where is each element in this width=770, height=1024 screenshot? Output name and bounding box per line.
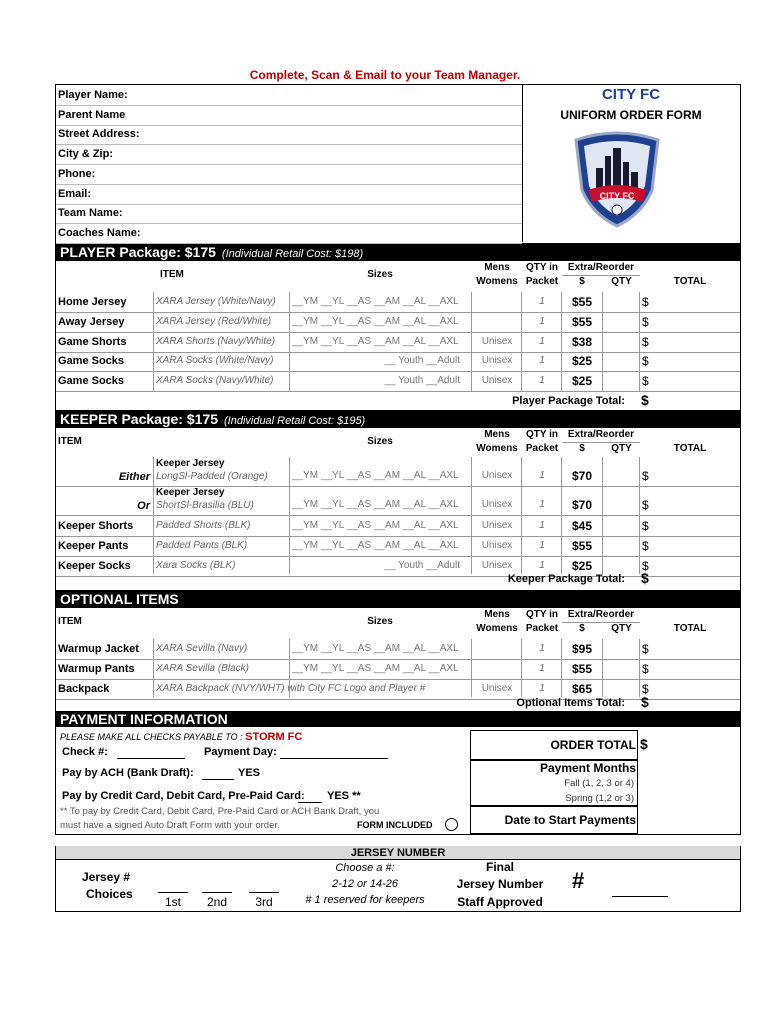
optional-item-mens-womens: Unisex [481, 683, 513, 694]
optional-item-header: ITEM [58, 616, 82, 627]
optional-item-extra-qty-input[interactable] [603, 659, 640, 679]
player-item-qty-in-packet: 1 [539, 375, 545, 387]
column-divider [521, 639, 522, 697]
optional-item-total[interactable]: $ [642, 662, 649, 676]
ach-input[interactable] [202, 779, 234, 780]
choose-line-1: Choose a #: [335, 862, 395, 874]
player-item-qty-in-packet: 1 [539, 315, 545, 327]
keeper-sizes-header: Sizes [367, 436, 393, 447]
keeper-item-extra-qty-input[interactable] [603, 466, 640, 486]
optional-item-price: $65 [571, 682, 593, 696]
credit-card-label: Pay by Credit Card, Debit Card, Pre-Paid Card: [62, 790, 305, 802]
optional-mens-header: Mens [484, 609, 510, 620]
keeper-item-sizes[interactable]: __YM __YL __AS __AM __AL __AXL [292, 540, 459, 551]
row-divider [56, 391, 740, 392]
optional-package-total-label: Optional Items Total: [516, 697, 625, 709]
player-item-name: Game Socks [58, 355, 125, 368]
keeper-item-description: Padded Pants (BLK) [156, 540, 248, 551]
info-field-label: Street Address: [58, 128, 140, 141]
form-included-label: FORM INCLUDED [357, 820, 433, 830]
player-item-price: $38 [571, 334, 593, 349]
column-divider [602, 457, 603, 574]
player-qty-header: QTY [611, 276, 632, 287]
player-item-name: Game Socks [58, 375, 125, 388]
optional-item-name: Warmup Pants [58, 663, 135, 675]
keeper-item-name: Keeper Socks [58, 560, 131, 572]
player-item-sizes[interactable]: __YM __YL __AS __AM __AL __AXL [292, 296, 459, 307]
choices-label: Choices [86, 887, 133, 901]
player-item-name: Home Jersey [58, 296, 127, 308]
optional-item-description: XARA Sevilla (Black) [156, 663, 249, 674]
order-total-value: $ [640, 736, 648, 752]
order-total-label: ORDER TOTAL [550, 738, 636, 752]
optional-sizes-header: Sizes [367, 616, 393, 627]
keeper-item-qty-in-packet: 1 [539, 540, 545, 551]
optional-item-qty-in-packet: 1 [539, 663, 545, 674]
keeper-item-qty-in-packet: 1 [539, 499, 545, 510]
optional-item-name: Warmup Jacket [58, 643, 139, 655]
player-item-qty-in-packet: 1 [539, 335, 545, 347]
player-item-qty-in-packet: 1 [539, 355, 545, 367]
keeper-item-qty-in-packet: 1 [539, 520, 545, 531]
choose-line-2: 2-12 or 14-26 [331, 878, 399, 890]
keeper-item-extra-qty-input[interactable] [603, 495, 640, 515]
optional-items-bar: OPTIONAL ITEMS [56, 590, 740, 608]
keeper-item-qty-in-packet: 1 [539, 470, 545, 481]
payment-info-bar: PAYMENT INFORMATION [56, 711, 740, 727]
keeper-item-name: Keeper Pants [58, 540, 129, 552]
payment-months-label: Payment Months [539, 761, 636, 775]
player-package-total-label: Player Package Total: [512, 395, 625, 407]
info-field-input[interactable] [56, 105, 522, 106]
keeper-item-mens-womens: Unisex [481, 499, 513, 510]
player-qtyin-header: QTY in [525, 262, 559, 273]
keeper-packet-header: Packet [525, 443, 559, 454]
keeper-item-total[interactable]: $ [642, 498, 649, 512]
player-item-total[interactable]: $ [642, 314, 649, 329]
keeper-jersey-label: Keeper Jersey [156, 487, 225, 498]
divider [562, 275, 640, 276]
player-womens-header: Womens [476, 276, 518, 287]
optional-item-sizes[interactable]: __YM __YL __AS __AM __AL __AXL [292, 643, 459, 654]
jersey-choice-label: 2nd [206, 895, 228, 909]
optional-package-total-value[interactable]: $ [641, 694, 649, 710]
divider [562, 622, 640, 623]
player-item-description: XARA Jersey (Red/White) [156, 315, 272, 327]
keeper-item-total[interactable]: $ [642, 519, 649, 533]
start-payments-label: Date to Start Payments [504, 813, 636, 827]
credit-card-input[interactable] [298, 802, 322, 803]
optional-item-sizes[interactable]: __YM __YL __AS __AM __AL __AXL [292, 663, 459, 674]
column-divider [471, 457, 472, 574]
payment-day-label: Payment Day: [204, 746, 277, 758]
column-divider [471, 639, 472, 697]
row-divider [56, 699, 740, 700]
player-item-mens-womens: Unisex [481, 335, 513, 347]
jersey-number-title: JERSEY NUMBER [350, 847, 446, 859]
jersey-label: Jersey # [82, 870, 131, 884]
keeper-jersey-label: Keeper Jersey [156, 458, 225, 469]
info-field-label: Phone: [58, 167, 96, 180]
player-item-extra-qty-input[interactable] [603, 292, 640, 312]
check-number-input[interactable] [117, 758, 185, 759]
keeper-item-header: ITEM [58, 436, 82, 447]
keeper-item-qty-in-packet: 1 [539, 560, 545, 571]
player-item-sizes[interactable]: __YM __YL __AS __AM __AL __AXL [292, 315, 459, 327]
info-field-input[interactable] [56, 144, 522, 145]
player-item-sizes[interactable]: __ Youth __Adult [384, 355, 460, 367]
keeper-item-description: Xara Socks (BLK) [156, 560, 236, 571]
optional-item-price: $55 [571, 662, 593, 676]
column-divider [639, 457, 640, 574]
player-item-header: ITEM [160, 269, 184, 280]
months-fall: Fall (1, 2, 3 or 4) [564, 778, 634, 789]
optional-total-header: TOTAL [673, 623, 707, 634]
row-divider [56, 576, 740, 577]
check-number-label: Check #: [62, 746, 108, 758]
optional-item-total[interactable]: $ [642, 682, 649, 696]
keeper-item-extra-qty-input[interactable] [603, 516, 640, 536]
player-item-total[interactable]: $ [642, 354, 649, 369]
keeper-item-mens-womens: Unisex [481, 540, 513, 551]
player-item-price: $25 [571, 354, 593, 369]
info-field-label: City & Zip: [58, 148, 113, 161]
optional-item-extra-qty-input[interactable] [603, 679, 640, 699]
optional-item-extra-qty-input[interactable] [603, 639, 640, 659]
final-hash: # [572, 868, 585, 893]
keeper-item-price: $25 [571, 559, 593, 573]
player-item-qty-in-packet: 1 [539, 296, 545, 307]
keeper-item-extra-qty-input[interactable] [603, 536, 640, 556]
jersey-choice-input[interactable] [249, 892, 279, 893]
info-field-label: Parent Name [58, 108, 126, 121]
player-item-description: XARA Socks (White/Navy) [156, 355, 274, 367]
player-package-bar: PLAYER Package: $175 (Individual Retail Cost: $198) [56, 243, 740, 261]
club-title: CITY FC [601, 86, 661, 103]
player-item-price: $25 [571, 374, 593, 389]
keeper-item-price: $70 [571, 469, 593, 483]
club-shield-logo [572, 128, 662, 228]
keeper-item-total[interactable]: $ [642, 469, 649, 483]
optional-packet-header: Packet [525, 623, 559, 634]
credit-card-yes: YES ** [327, 790, 361, 802]
optional-qty-header: QTY [611, 623, 632, 634]
auto-draft-note-2: must have a signed Auto Draft Form with your order. [60, 820, 280, 831]
keeper-extra-header: Extra/Reorder [567, 429, 635, 440]
column-divider [639, 639, 640, 697]
keeper-dollar-header: $ [579, 443, 585, 454]
payable-instruction: PLEASE MAKE ALL CHECKS PAYABLE TO : STORM FC [60, 731, 303, 743]
keeper-item-sizes[interactable]: __YM __YL __AS __AM __AL __AXL [292, 520, 459, 531]
info-field-input[interactable] [56, 204, 522, 205]
months-spring: Spring (1,2 or 3) [565, 793, 634, 804]
info-field-input[interactable] [56, 184, 522, 185]
player-item-price: $55 [571, 295, 593, 309]
info-field-label: Team Name: [58, 207, 123, 220]
column-divider [289, 639, 290, 697]
jersey-choice-input[interactable] [158, 892, 188, 893]
optional-item-qty-in-packet: 1 [539, 683, 545, 694]
jersey-choice-label: 1st [164, 895, 181, 909]
player-item-total[interactable]: $ [642, 374, 649, 389]
info-field-input[interactable] [56, 164, 522, 165]
divider [562, 442, 640, 443]
player-item-description: XARA Jersey (White/Navy) [156, 296, 276, 307]
optional-womens-header: Womens [476, 623, 518, 634]
player-item-extra-qty-input[interactable] [603, 351, 640, 371]
player-dollar-header: $ [579, 276, 585, 287]
final-jersey-number-label: Jersey Number [456, 877, 544, 891]
keeper-item-description: Padded Shorts (BLK) [156, 520, 251, 531]
player-item-name: Away Jersey [58, 315, 125, 328]
player-item-sizes[interactable]: __YM __YL __AS __AM __AL __AXL [292, 335, 459, 347]
keeper-item-description: LongSl-Padded (Orange) [156, 471, 268, 482]
keeper-total-header: TOTAL [673, 443, 707, 454]
player-mens-header: Mens [484, 262, 510, 273]
keeper-item-total[interactable]: $ [642, 559, 649, 573]
optional-item-name: Backpack [58, 683, 110, 695]
player-item-total[interactable]: $ [642, 295, 649, 309]
keeper-package-total-label: Keeper Package Total: [507, 573, 625, 585]
keeper-item-mens-womens: Unisex [481, 520, 513, 531]
optional-item-total[interactable]: $ [642, 642, 649, 656]
optional-item-qty-in-packet: 1 [539, 643, 545, 654]
optional-item-description: XARA Backpack (NVY/WHT) with City FC Logo and Player # [156, 683, 426, 694]
ach-label: Pay by ACH (Bank Draft): [62, 767, 194, 779]
form-subtitle: UNIFORM ORDER FORM [560, 108, 702, 122]
choose-line-3: # 1 reserved for keepers [305, 894, 425, 906]
player-item-extra-qty-input[interactable] [603, 312, 640, 332]
info-field-label: Coaches Name: [58, 226, 141, 239]
info-field-label: Player Name: [58, 89, 128, 101]
player-total-header: TOTAL [673, 276, 707, 287]
column-divider [521, 457, 522, 574]
column-divider [561, 457, 562, 574]
final-label: Final [485, 860, 514, 874]
auto-draft-note-1: ** To pay by Credit Card, Debit Card, Pre-Paid Card or ACH Bank Draft, you [60, 806, 380, 817]
final-number-input[interactable] [612, 896, 668, 897]
keeper-item-description: ShortSl-Brasilia (BLU) [156, 500, 254, 511]
column-divider [153, 292, 154, 391]
player-item-total[interactable]: $ [642, 334, 649, 349]
keeper-mens-header: Mens [484, 429, 510, 440]
info-field-label: Email: [58, 187, 92, 200]
column-divider [289, 457, 290, 574]
keeper-item-price: $55 [571, 539, 593, 553]
column-divider [602, 292, 603, 391]
column-divider [521, 292, 522, 391]
keeper-package-bar: KEEPER Package: $175 (Individual Retail Cost: $195) [56, 410, 740, 428]
info-field-input[interactable] [56, 243, 522, 244]
column-divider [639, 292, 640, 391]
column-divider [561, 639, 562, 697]
player-packet-header: Packet [525, 276, 559, 287]
optional-extra-header: Extra/Reorder [567, 609, 635, 620]
player-sizes-header: Sizes [367, 269, 393, 280]
form-included-checkbox[interactable] [445, 818, 458, 831]
player-package-total-value[interactable]: $ [641, 392, 649, 408]
keeper-item-name: Keeper Shorts [58, 520, 134, 532]
column-divider [602, 639, 603, 697]
player-extra-header: Extra/Reorder [567, 262, 635, 273]
player-item-extra-qty-input[interactable] [603, 332, 640, 352]
player-item-name: Game Shorts [58, 335, 127, 348]
keeper-item-total[interactable]: $ [642, 539, 649, 553]
keeper-item-sizes[interactable]: __YM __YL __AS __AM __AL __AXL [292, 470, 459, 481]
column-divider [289, 292, 290, 391]
keeper-qtyin-header: QTY in [525, 429, 559, 440]
keeper-either-or: Either [118, 471, 150, 483]
player-item-description: XARA Shorts (Navy/White) [156, 335, 276, 347]
keeper-item-sizes[interactable]: __ Youth __Adult [384, 560, 460, 571]
ach-yes: YES [238, 767, 261, 779]
keeper-package-total-value[interactable]: $ [641, 570, 649, 586]
keeper-item-mens-womens: Unisex [481, 470, 513, 481]
column-divider [153, 639, 154, 697]
optional-item-description: XARA Sevilla (Navy) [156, 643, 248, 654]
keeper-item-price: $45 [571, 519, 593, 533]
keeper-item-price: $70 [571, 498, 593, 512]
player-item-price: $55 [571, 314, 593, 329]
keeper-item-sizes[interactable]: __YM __YL __AS __AM __AL __AXL [292, 499, 459, 510]
top-instruction: Complete, Scan & Email to your Team Manager. [249, 68, 521, 82]
optional-qtyin-header: QTY in [525, 609, 559, 620]
jersey-choice-label: 3rd [255, 895, 273, 909]
column-divider [561, 292, 562, 391]
keeper-item-mens-womens: Unisex [481, 560, 513, 571]
payment-day-input[interactable] [280, 758, 388, 759]
player-item-mens-womens: Unisex [481, 355, 513, 367]
keeper-either-or: Or [137, 500, 150, 512]
column-divider [153, 457, 154, 574]
keeper-qty-header: QTY [611, 443, 632, 454]
staff-approved-label: Staff Approved [457, 895, 543, 909]
player-item-description: XARA Socks (Navy/White) [156, 375, 274, 387]
optional-item-price: $95 [571, 642, 593, 656]
keeper-womens-header: Womens [476, 443, 518, 454]
logo-text: CITY FC [599, 191, 635, 201]
optional-dollar-header: $ [579, 623, 585, 634]
column-divider [471, 292, 472, 391]
player-item-mens-womens: Unisex [481, 375, 513, 387]
player-item-extra-qty-input[interactable] [603, 371, 640, 391]
player-item-sizes[interactable]: __ Youth __Adult [384, 375, 460, 387]
jersey-choice-input[interactable] [202, 892, 232, 893]
